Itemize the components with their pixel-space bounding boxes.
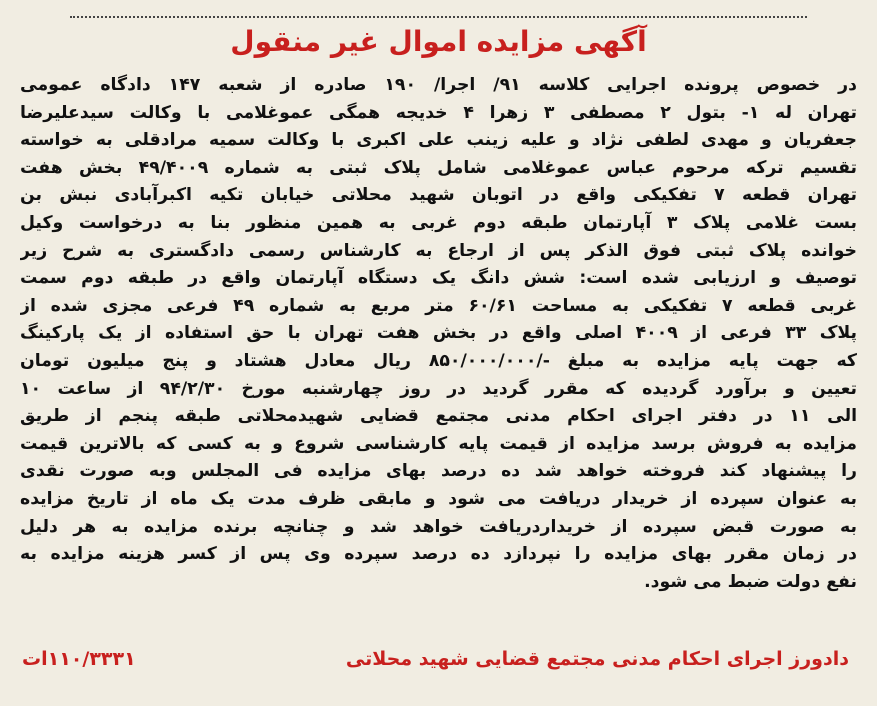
notice-line: نفع دولت ضبط می شود. bbox=[644, 571, 857, 592]
notice-line: تعیین و برآورد گردیده که مقرر گردید در روز چهارشنبه مورخ ۹۴/۲/۳۰ از ساعت ۱۰ bbox=[20, 378, 857, 399]
notice-line: در خصوص پرونده اجرایی کلاسه ۹۱/ اجرا/ ۱۹۰ صادره از شعبه ۱۴۷ دادگاه عمومی bbox=[20, 75, 857, 95]
top-divider bbox=[70, 0, 807, 18]
notice-footer bbox=[22, 642, 849, 676]
notice-line: الی ۱۱ در دفتر اجرای احکام مدنی مجتمع قضایی شهیدمحلاتی طبقه پنجم از طریق bbox=[20, 406, 857, 427]
notice-line: در زمان مقرر بهای مزایده را نپردازد ده درصد سپرده وی پس از کسر هزینه مزایده به bbox=[20, 544, 857, 565]
notice-line: تهران قطعه ۷ تفکیکی واقع در اتوبان شهید محلاتی خیابان تکیه اکبرآبادی نبش بن bbox=[20, 185, 857, 206]
notice-line: تهران له ۱- بتول ۲ مصطفی ۳ زهرا ۴ خدیجه همگی عموغلامی با وکالت سیدعلیرضا bbox=[20, 102, 857, 123]
notice-line: به صورت قبض سپرده از خریداردریافت خواهد شد و چنانچه برنده مزایده به هر دلیل bbox=[20, 516, 857, 537]
notice-line: را پیشنهاد کند فروخته خواهد شد ده درصد بهای مزایده فی المجلس وبه صورت نقدی bbox=[20, 461, 857, 482]
notice-line: غربی قطعه ۷ تفکیکی به مساحت ۶۰/۶۱ متر مربع به شماره ۴۹ فرعی مجزی شده از bbox=[20, 295, 857, 316]
notice-line: بست غلامی پلاک ۳ آپارتمان طبقه دوم غربی به همین منظور بنا به درخواست وکیل bbox=[20, 212, 857, 233]
notice-title: آگهی مزایده اموال غیر منقول bbox=[230, 25, 647, 58]
notice-line: جعفریان و مهدی لطفی نژاد و علیه زینب علی اکبری با وکالت سمیه مرادقلی به خواسته bbox=[20, 130, 857, 151]
notice-line: توصیف و ارزیابی شده است: شش دانگ یک دستگاه آپارتمان واقع در طبقه دوم سمت bbox=[20, 268, 857, 289]
notice-line: تقسیم ترکه مرحوم عباس عموغلامی شامل پلاک ثبتی به شماره ۴۹/۴۰۰۹ بخش هفت bbox=[20, 157, 857, 178]
notice-line: به عنوان سپرده از خریدار دریافت می شود و مابقی ظرف مدت یک ماه از تاریخ مزایده bbox=[20, 488, 857, 509]
notice-line: که جهت پایه مزایده به مبلغ -/۸۵۰/۰۰۰/۰۰۰ ریال معادل هشتاد و پنج میلیون تومان bbox=[20, 350, 857, 371]
reference-code: ۱۱۰/۳۳۳۱ات bbox=[22, 648, 136, 670]
notice-line: پلاک ۳۳ فرعی از ۴۰۰۹ اصلی واقع در بخش هفت تهران با حق استفاده از یک پارکینگ bbox=[20, 323, 857, 344]
notice-body bbox=[20, 72, 857, 596]
signature: دادورز اجرای احکام مدنی مجتمع قضایی شهید محلاتی bbox=[345, 648, 849, 670]
notice-line: مزایده به فروش برسد مزایده از قیمت پایه کارشناسی شروع و به کسی که بالاترین قیمت bbox=[20, 433, 857, 454]
notice-line: خوانده پلاک ثبتی فوق الذکر پس از ارجاع به کارشناس رسمی دادگستری به شرح زیر bbox=[20, 240, 857, 261]
